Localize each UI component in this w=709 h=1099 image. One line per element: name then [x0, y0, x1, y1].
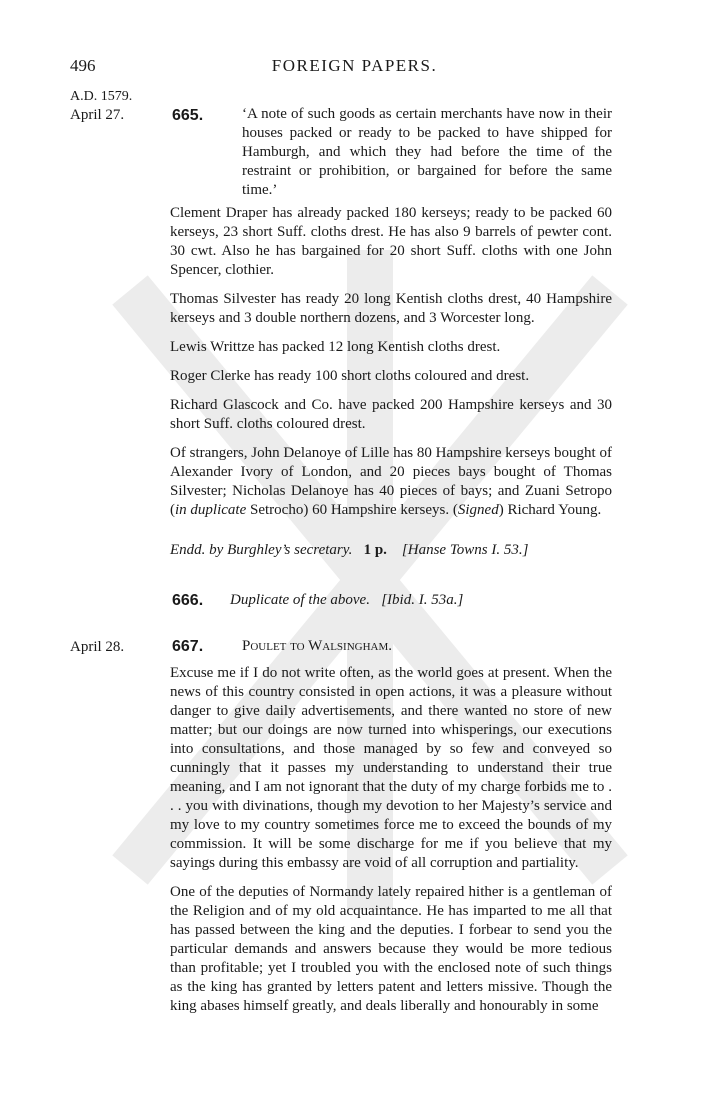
margin-date-april-28: April 28. [70, 639, 125, 655]
paragraph: One of the deputies of Normandy lately repaired hither is a gentleman of the Religion and of my old acquaintance. He has imparted to me all that has passed between the king and the deputies. I forbear to send you the particular demands and answers because they would be more tedious than profitable; yet I troubled you with the enclosed note of such things as the king has granted by letters patent and letters missive. Though the king abases himself greatly, and deals liberally and honourably in some [170, 884, 612, 1014]
margin-date-april-27: April 27. [70, 107, 125, 123]
entry-666-text: Duplicate of the above. [Ibid. I. 53a.] [230, 592, 464, 608]
entry-number-666: 666. [172, 592, 204, 609]
margin-year: A.D. 1579. [70, 89, 133, 104]
entry-665-body [170, 204, 612, 530]
entry-667-body [170, 664, 612, 1026]
entry-665-quote: ‘A note of such goods as certain merchants have now in their houses packed or ready to be packed to have shipped for Hamburgh, and which they had before the time of the restraint or prohibition, or bargained for before the same time.’ [242, 106, 612, 198]
page-title: FOREIGN PAPERS. [271, 56, 438, 75]
paragraph: Thomas Silvester has ready 20 long Kentish cloths drest, 40 Hampshire kerseys and 3 double northern dozens, and 3 Worcester long. [170, 291, 612, 326]
page-number: 496 [70, 56, 96, 75]
paragraph: Richard Glascock and Co. have packed 200 Hampshire kerseys and 30 short Suff. cloths coloured drest. [170, 397, 612, 432]
endorsement-line: Endd. by Burghley’s secretary. 1 p. [Hanse Towns I. 53.] [170, 542, 529, 558]
paragraph: Roger Clerke has ready 100 short cloths coloured and drest. [170, 368, 530, 384]
paragraph: Lewis Writtze has packed 12 long Kentish cloths drest. [170, 339, 501, 355]
paragraph: Clement Draper has already packed 180 kerseys; ready to be packed 60 kerseys, 23 short Suff. cloths drest. He has also 9 barrels of pewter cont. 30 cwt. Also he has bargained for 20 short Suff. cloths with one John Spencer, clothier. [170, 205, 612, 278]
entry-number-665: 665. [172, 107, 204, 124]
entry-number-667: 667. [172, 638, 204, 655]
entry-667-heading: Poulet to Walsingham. [242, 638, 393, 654]
paragraph: Excuse me if I do not write often, as the world goes at present. When the news of this country consisted in open actions, it was a pleasure without danger to give daily advertisements, and there wanted no store of new matter; but our doings are now turned into whisperings, our executions into consultations, and those managed by so few and conveyed so cunningly that it passes my understanding to understand their true meaning, and I am not ignorant that the duty of my charge forbids me to . . . you with divinations, though my devotion to her Majesty’s service and my love to my country sometimes force me to exceed the bounds of my commission. It will be some discharge for me if you believe that my sayings during this embassy are void of all corruption and partiality. [170, 665, 612, 871]
paragraph-strangers: Of strangers, John Delanoye of Lille has 80 Hampshire kerseys bought of Alexander Ivory of London, and 20 pieces bays bought of Thomas Silvester; Nicholas Delanoye has 40 pieces of bays; and Zuani Setropo (in duplicate Setrocho) 60 Hampshire kerseys. (Signed) Richard Young. [170, 445, 612, 518]
